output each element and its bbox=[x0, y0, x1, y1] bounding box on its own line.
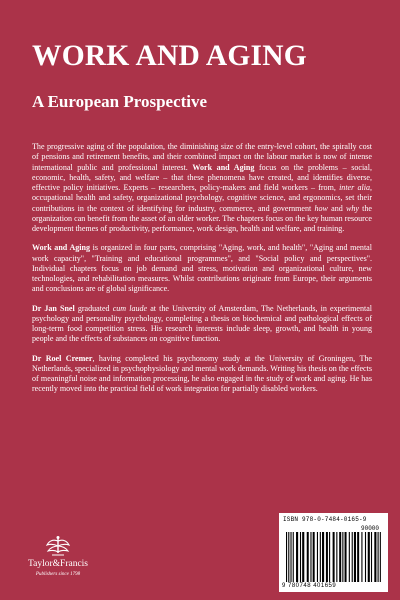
blurb bbox=[32, 142, 372, 404]
blurb-paragraph-intro bbox=[32, 142, 372, 234]
barcode-bar bbox=[380, 532, 381, 582]
text-run: and bbox=[327, 203, 346, 213]
publisher-tagline: Publishers since 1798 bbox=[35, 572, 81, 577]
barcode-bar bbox=[290, 532, 291, 582]
bold-text: Work and Aging bbox=[192, 162, 255, 172]
barcode-bar bbox=[307, 532, 309, 582]
barcode-bar bbox=[320, 532, 321, 582]
barcode-bar bbox=[345, 532, 347, 582]
barcode-bar bbox=[313, 532, 315, 582]
barcode-bar bbox=[310, 532, 311, 582]
text-run: , occupational health and safety, organizational psychology, cognitive science, and ergonomics, set their contributions in the context of identifying for industry, commerce, and government bbox=[32, 183, 372, 213]
barcode-digits: 9 780748 401659 bbox=[282, 583, 337, 589]
publisher-name: Taylor&Francis bbox=[27, 559, 88, 569]
book-title: WORK AND AGING bbox=[32, 40, 307, 72]
barcode-bar bbox=[339, 532, 341, 582]
isbn-barcode bbox=[279, 513, 388, 592]
barcode-bar bbox=[333, 532, 335, 582]
barcode-bar bbox=[374, 532, 376, 582]
barcode-bar bbox=[296, 532, 298, 582]
barcode-bar bbox=[368, 532, 370, 582]
book-subtitle: A European Prospective bbox=[32, 92, 208, 111]
author-bio-cremer bbox=[32, 354, 372, 395]
text-run: at the University of Amsterdam, The Netherlands, in experimental psychology and personality psychology, completing a thesis on biochemical and pathological effects of long-term food competition stress. His research interests include sleep, growth, and health in young people and the effects of substances on cognitive function. bbox=[32, 303, 373, 344]
bold-text: Work and Aging bbox=[32, 243, 91, 253]
barcode-bar bbox=[286, 532, 287, 582]
barcode-bar bbox=[371, 532, 372, 582]
barcode-bar bbox=[357, 532, 359, 582]
barcode-bars bbox=[285, 532, 383, 582]
barcode-bar bbox=[352, 532, 353, 582]
barcode-bar bbox=[300, 532, 301, 582]
price-code: 90000 bbox=[361, 525, 380, 532]
barcode-bar bbox=[361, 532, 362, 582]
bold-text: Dr Roel Cremer bbox=[32, 353, 93, 363]
text-run: is organized in four parts, comprising "Aging, work, and health", "Aging and mental work capacity", "Training and educational programmes", and "Social policy and perspectives". Individual chapters focus on job demand and stress, motivation and organizational culture, new technologies, and rehabilitation measures. Whilst contributions originate from Europe, their arguments and conclusions are of global significance. bbox=[32, 243, 372, 294]
isbn-label: ISBN 978-0-7484-0165-9 bbox=[283, 516, 367, 523]
barcode-bar bbox=[322, 532, 324, 582]
text-run: , having completed his psychonomy study at the University of Groningen, The Netherlands, specialized in psychophysiology and mental work demands. Writing his thesis on the effects of meaningful noise and information processing, he also engaged in the study of work and aging. He has recently moved into the practical field of work integration for partially disabled workers. bbox=[32, 353, 372, 394]
barcode-bar bbox=[288, 532, 289, 582]
barcode-bar bbox=[326, 532, 328, 582]
barcode-bar bbox=[349, 532, 350, 582]
italic-text: how bbox=[314, 203, 328, 213]
blurb-paragraph-structure bbox=[32, 243, 372, 294]
text-run: graduated bbox=[74, 303, 113, 313]
barcode-bar bbox=[317, 532, 318, 582]
barcode-bar bbox=[354, 532, 356, 582]
author-bio-snel bbox=[32, 304, 372, 345]
barcode-bar bbox=[365, 532, 366, 582]
publisher-logo bbox=[22, 535, 94, 593]
barcode-bar bbox=[378, 532, 379, 582]
barcode-bar bbox=[336, 532, 337, 582]
barcode-bar bbox=[342, 532, 343, 582]
text-run: The progressive aging of the population, the diminishing size of the entry-level cohort, the spirally cost of pensions and retirement benefits, and their combined impact on the labour market is now of intense international public and professional interest. bbox=[32, 142, 372, 172]
barcode-bar bbox=[293, 532, 294, 582]
text-run: the organization can benefit from the asset of an older worker. The chapters focus on the key human resource development themes of productivity, performance, work design, health and welfare, and training. bbox=[32, 203, 372, 233]
barcode-bar bbox=[302, 532, 304, 582]
bold-text: Dr Jan Snel bbox=[32, 303, 75, 313]
taylor-francis-logo-icon bbox=[44, 535, 72, 557]
italic-text: cum laude bbox=[112, 303, 148, 313]
barcode-bar bbox=[329, 532, 330, 582]
text-run: focus on the problems – social, economic, health, safety, and welfare – that these phenomena have created, and identifies diverse, effective policy initiatives. Experts – researchers, policy-makers and field workers – from, bbox=[32, 162, 373, 192]
italic-text: inter alia bbox=[339, 183, 370, 192]
italic-text: why bbox=[345, 203, 359, 213]
